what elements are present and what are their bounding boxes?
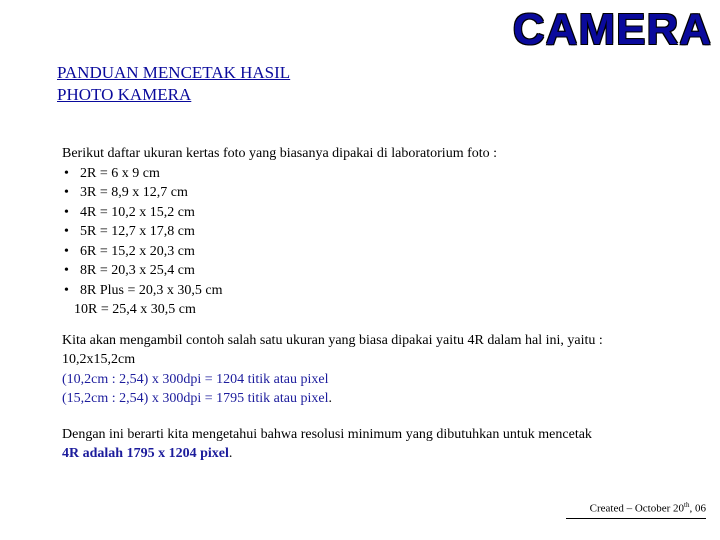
list-item: • 5R = 12,7 x 17,8 cm (62, 222, 702, 242)
calc-line-2 (62, 389, 702, 409)
footer-sup: th (684, 501, 690, 509)
example-line-1: Kita akan mengambil contoh salah satu ukuran yang biasa dipakai yaitu 4R dalam hal ini, yaitu : (62, 332, 603, 348)
calc-line-1: (10,2cm : 2,54) x 300dpi = 1204 titik atau pixel (62, 371, 329, 387)
list-item: • 2R = 6 x 9 cm (62, 164, 702, 184)
example-line-2: 10,2x15,2cm (62, 352, 136, 367)
list-item: • 3R = 8,9 x 12,7 cm (62, 183, 702, 203)
footer-suffix: , 06 (689, 502, 706, 515)
calc-line-2-end: . (328, 391, 332, 406)
brand-logo-text: CAMERA (512, 5, 712, 54)
title-line-1: PANDUAN MENCETAK HASIL (57, 63, 291, 82)
list-item: • 8R = 20,3 x 25,4 cm (62, 261, 702, 281)
conclusion-paragraph (62, 425, 702, 464)
conclusion-end: . (228, 446, 233, 461)
list-item: • 4R = 10,2 x 15,2 cm (62, 203, 702, 223)
example-paragraph (62, 331, 702, 409)
footer-underline (566, 518, 706, 519)
list-item: • 6R = 15,2 x 20,3 cm (62, 242, 702, 262)
footer-prefix: Created – October 20 (589, 502, 685, 515)
list-item: 10R = 25,4 x 30,5 cm (74, 302, 196, 317)
title-line-2: PHOTO KAMERA (57, 85, 192, 104)
list-item: • 8R Plus = 20,3 x 30,5 cm (62, 281, 702, 301)
paper-size-list (62, 164, 702, 320)
footer-created-date (590, 501, 706, 515)
conclusion-result: 4R adalah 1795 x 1204 pixel (62, 446, 229, 461)
calc-line-2-text: (15,2cm : 2,54) x 300dpi = 1795 titik atau pixel (62, 391, 329, 406)
content-body (62, 144, 702, 464)
intro-text: Berikut daftar ukuran kertas foto yang biasanya dipakai di laboratorium foto : (62, 146, 498, 161)
conclusion-line-2 (62, 444, 702, 464)
conclusion-line-1: Dengan ini berarti kita mengetahui bahwa resolusi minimum yang dibutuhkan untuk mencetak (62, 426, 592, 442)
page-title (57, 62, 290, 106)
